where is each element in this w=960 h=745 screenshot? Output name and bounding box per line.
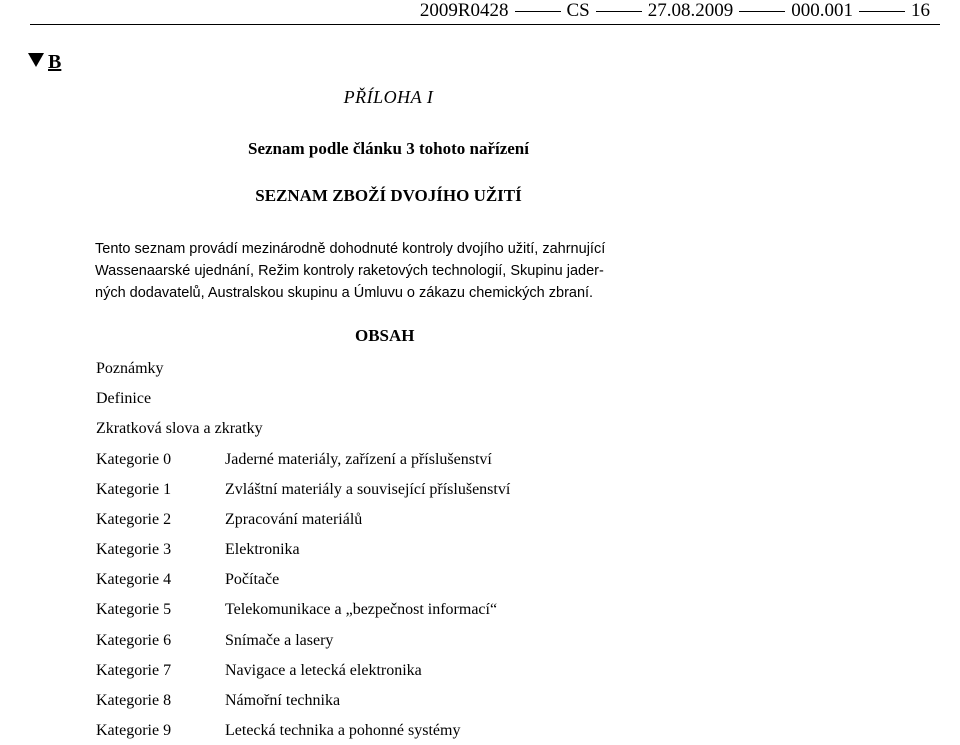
category-title: Navigace a letecká elektronika — [225, 662, 422, 679]
category-title: Zvláštní materiály a související příslušenství — [225, 481, 511, 498]
toc-item-notes: Poznámky — [96, 360, 164, 377]
triangle-down-icon — [28, 53, 44, 67]
toc-item-abbreviations: Zkratková slova a zkratky — [96, 420, 263, 437]
category-title: Telekomunikace a „bezpečnost informací“ — [225, 601, 498, 618]
header-dash — [596, 11, 642, 12]
header-dash — [859, 11, 905, 12]
header-dash — [515, 11, 561, 12]
category-label: Kategorie 3 — [96, 541, 172, 558]
annex-label: PŘÍLOHA I — [343, 87, 434, 107]
page-number: 16 — [911, 0, 930, 21]
category-label: Kategorie 1 — [96, 481, 172, 498]
document-id: 2009R0428 — [419, 0, 509, 21]
amendment-marker — [28, 50, 61, 74]
page-header — [420, 0, 930, 22]
category-title: Elektronika — [225, 541, 300, 558]
intro-line: Wassenaarské ujednání, Režim kontroly raketových technologií, Skupinu jader- — [95, 263, 604, 279]
intro-line: Tento seznam provádí mezinárodně dohodnuté kontroly dvojího užití, zahrnující — [95, 241, 606, 257]
annex-subtitle: Seznam podle článku 3 tohoto nařízení — [248, 139, 529, 158]
category-label: Kategorie 8 — [96, 692, 172, 709]
category-label: Kategorie 9 — [96, 722, 172, 739]
category-label: Kategorie 4 — [96, 571, 172, 588]
category-title: Letecká technika a pohonné systémy — [225, 722, 461, 739]
amendment-marker-label: B — [48, 51, 62, 73]
document-version: 000.001 — [791, 0, 853, 21]
annex-heading: SEZNAM ZBOŽÍ DVOJÍHO UŽITÍ — [255, 186, 522, 205]
header-rule — [30, 24, 940, 25]
language-code: CS — [566, 0, 590, 21]
header-dash — [739, 11, 785, 12]
category-label: Kategorie 2 — [96, 511, 172, 528]
category-label: Kategorie 6 — [96, 632, 172, 649]
category-title: Snímače a lasery — [225, 632, 334, 649]
category-title: Počítače — [225, 571, 280, 588]
category-title: Námořní technika — [225, 692, 341, 709]
category-title: Zpracování materiálů — [225, 511, 363, 528]
category-label: Kategorie 0 — [96, 451, 172, 468]
toc-item-definitions: Definice — [96, 390, 152, 407]
category-label: Kategorie 5 — [96, 601, 172, 618]
document-date: 27.08.2009 — [647, 0, 734, 21]
toc-title: OBSAH — [355, 326, 415, 345]
intro-line: ných dodavatelů, Australskou skupinu a Úmluvu o zákazu chemických zbraní. — [95, 285, 594, 301]
category-title: Jaderné materiály, zařízení a příslušenství — [225, 451, 492, 468]
category-label: Kategorie 7 — [96, 662, 172, 679]
intro-paragraph — [95, 238, 687, 304]
